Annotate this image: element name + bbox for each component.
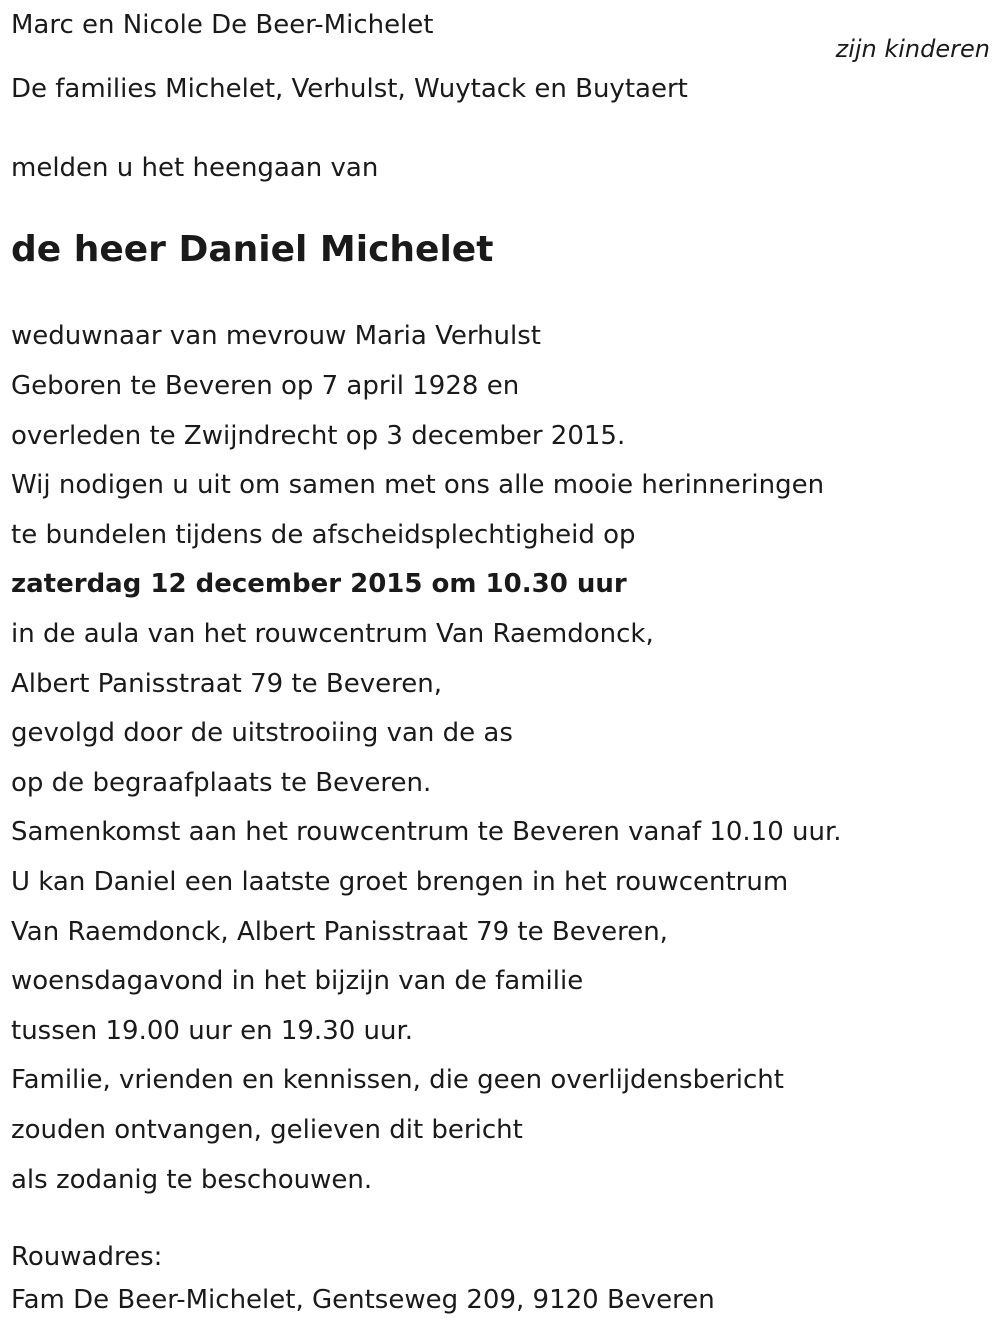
visit-line-1: U kan Daniel een laatste groet brengen in het rouwcentrum <box>11 867 789 897</box>
visit-line-3: woensdagavond in het bijzijn van de familie <box>11 966 584 996</box>
ashes-line-1: gevolgd door de uitstrooiing van de as <box>11 718 513 748</box>
family-line-1: Marc en Nicole De Beer-Michelet <box>11 10 434 40</box>
death-line: overleden te Zwijndrecht op 3 december 2015. <box>11 421 626 451</box>
ashes-line-2: op de begraafplaats te Beveren. <box>11 768 432 798</box>
visit-line-4: tussen 19.00 uur en 19.30 uur. <box>11 1016 414 1046</box>
intro-text: melden u het heengaan van <box>11 153 379 183</box>
mourning-address-label: Rouwadres: <box>11 1242 163 1272</box>
birth-line: Geboren te Beveren op 7 april 1928 en <box>11 371 520 401</box>
ceremony-datetime: zaterdag 12 december 2015 om 10.30 uur <box>11 569 627 599</box>
relationship-label: zijn kinderen <box>835 35 990 63</box>
deceased-name: de heer Daniel Michelet <box>11 229 494 270</box>
venue-line-2: Albert Panisstraat 79 te Beveren, <box>11 669 442 699</box>
notice-line-1: Familie, vrienden en kennissen, die geen overlijdensbericht <box>11 1065 784 1095</box>
widower-line: weduwnaar van mevrouw Maria Verhulst <box>11 321 542 351</box>
mourning-address: Fam De Beer-Michelet, Gentseweg 209, 9120 Beveren <box>11 1285 715 1315</box>
notice-line-3: als zodanig te beschouwen. <box>11 1165 373 1195</box>
gathering-line: Samenkomst aan het rouwcentrum te Beveren vanaf 10.10 uur. <box>11 817 842 847</box>
notice-line-2: zouden ontvangen, gelieven dit bericht <box>11 1115 523 1145</box>
invitation-line-1: Wij nodigen u uit om samen met ons alle mooie herinneringen <box>11 470 825 500</box>
venue-line-1: in de aula van het rouwcentrum Van Raemdonck, <box>11 619 654 649</box>
family-line-2: De families Michelet, Verhulst, Wuytack en Buytaert <box>11 74 688 104</box>
invitation-line-2: te bundelen tijdens de afscheidsplechtigheid op <box>11 520 636 550</box>
visit-line-2: Van Raemdonck, Albert Panisstraat 79 te Beveren, <box>11 917 668 947</box>
